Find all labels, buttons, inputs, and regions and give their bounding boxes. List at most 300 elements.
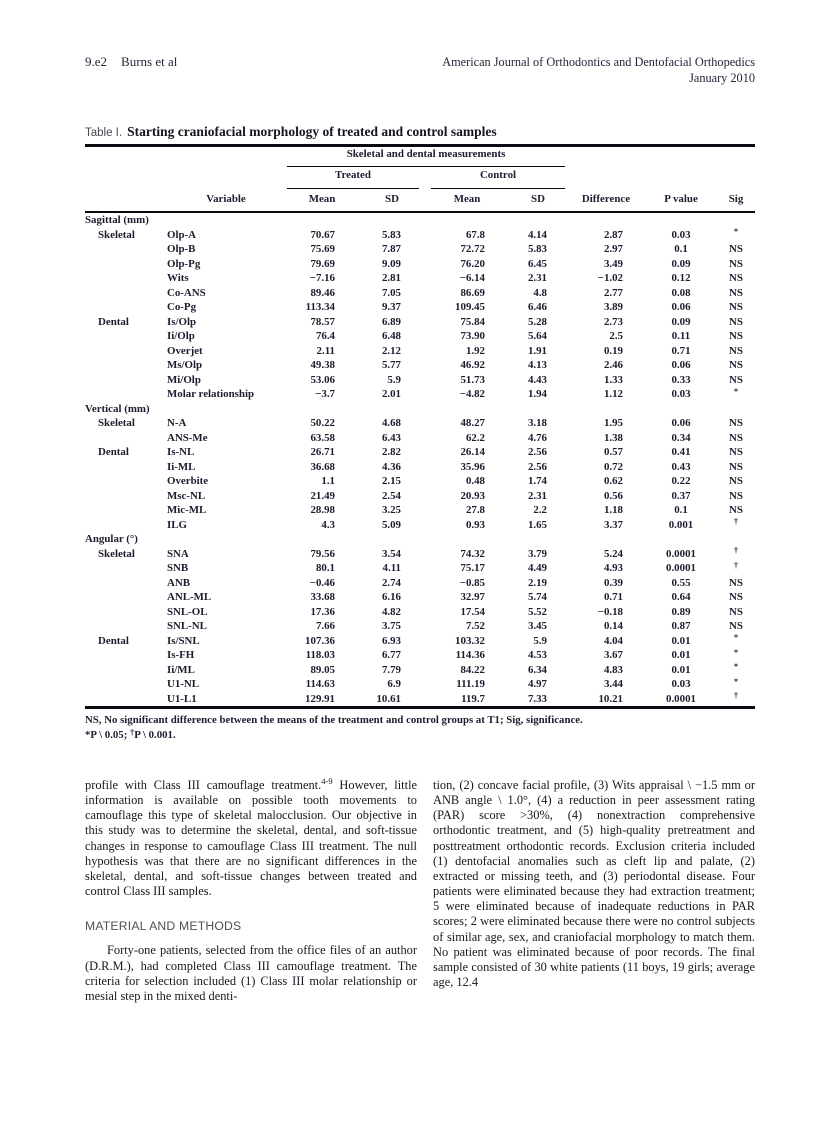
p-value-cell: 0.06 [671,417,691,429]
difference-cell: 4.83 [603,663,623,676]
treated-mean-cell: 79.69 [310,257,335,270]
section-label: Sagittal (mm) [85,214,149,226]
control-sd-cell: 2.31 [527,272,547,284]
control-mean-cell: 62.2 [465,431,485,444]
sig-text: NS [729,243,743,255]
table-row [85,576,755,591]
p-value-cell: 0.12 [671,272,691,284]
running-authors: Burns et al [121,54,178,69]
difference-cell [567,213,645,228]
treated-mean-cell: 50.22 [310,417,335,429]
control-sd-cell: 4.76 [527,431,547,444]
treated-sd-cell: 6.9 [387,678,401,690]
p-value-cell: 0.22 [671,475,691,487]
sig-text: NS [729,620,743,632]
p-value-cell: 0.1 [674,504,688,516]
control-sd-cell: 3.18 [527,417,547,429]
control-sd-cell: 4.8 [533,286,547,299]
group-cell [85,431,167,446]
group-cell [85,692,167,707]
sig-cell [717,242,755,257]
table-footnotes [85,713,755,743]
treated-sd-cell: 4.68 [381,417,401,429]
p-value-cell: 0.43 [671,460,691,473]
treated-sd-cell: 4.82 [381,605,401,618]
treated-group-header: Treated [287,167,419,189]
footnote-p2: P \ 0.001. [134,728,176,741]
control-mean-cell: 17.54 [460,605,485,618]
sig-cell [717,431,755,446]
treated-mean-cell: 118.03 [305,649,335,661]
control-mean-cell: 20.93 [460,489,485,502]
sig-symbol: * [733,661,739,671]
treated-sd-cell: 2.15 [381,475,401,487]
group-cell [85,300,167,315]
variable-cell: U1-L1 [167,692,197,705]
table-row [85,503,755,518]
sig-cell [717,228,755,243]
sig-text: NS [729,330,743,342]
sig-text: NS [729,344,743,357]
control-sd-cell: 7.33 [527,692,547,705]
p-value-cell: 0.11 [671,330,691,342]
control-mean-cell: 0.48 [465,475,485,487]
control-mean-cell: 1.92 [465,344,485,357]
p-value-cell: 0.55 [671,576,691,589]
variable-cell: Co-ANS [167,286,206,299]
table-1 [85,124,755,743]
variable-cell: Olp-B [167,243,196,255]
control-sd-cell: 4.49 [527,562,547,574]
treated-sd-cell: 2.01 [381,388,401,400]
treated-mean-cell: 80.1 [315,562,335,574]
table-row [85,590,755,605]
section-label: Angular (°) [85,533,138,545]
sig-cell [717,605,755,620]
control-mean-cell: 27.8 [465,504,485,516]
dagger-icon: † [130,726,135,737]
group-cell: Dental [98,634,129,647]
control-mean-cell: 109.45 [455,301,485,313]
variable-cell: SNL-NL [167,620,207,632]
p-value-cell: 0.33 [671,373,691,386]
difference-cell: 0.71 [603,591,623,603]
table-row [85,561,755,576]
sig-text: NS [729,301,743,313]
column-header-row [85,189,755,211]
treated-mean-cell: −3.7 [315,388,335,400]
treated-sd-cell: 4.11 [382,562,401,574]
sig-symbol: * [733,226,739,236]
difference-cell: −0.18 [597,605,623,618]
sig-text: NS [729,576,743,589]
variable-cell: Wits [167,272,189,284]
group-cell [85,329,167,344]
variable-cell: Co-Pg [167,301,197,313]
variable-cell: Is/SNL [167,634,200,647]
control-sd-cell: 5.74 [527,591,547,603]
control-sd-cell: 4.14 [527,228,547,241]
table-row [85,692,755,707]
treated-mean-cell: 89.46 [310,286,335,299]
variable-cell: Mi/Olp [167,373,201,386]
treated-sd-cell: 10.61 [376,692,401,705]
treated-mean-cell [285,532,359,547]
treated-sd-cell: 6.43 [381,431,401,444]
difference-cell: 0.57 [603,446,623,458]
sig-cell [717,286,755,301]
control-mean-cell: 75.17 [460,562,485,574]
treated-sd-cell: 6.89 [381,315,401,328]
treated-mean-cell: 53.06 [310,373,335,386]
table-row [85,619,755,634]
difference-cell: 0.56 [603,489,623,502]
variable-cell: N-A [167,417,187,429]
control-mean-cell: 75.84 [460,315,485,328]
difference-cell: 2.87 [603,228,623,241]
control-sd-cell: 1.91 [527,344,547,357]
treated-sd-cell: 5.09 [381,518,401,531]
group-cell [85,648,167,663]
sig-symbol: † [733,545,739,555]
variable-cell: ILG [167,518,187,531]
control-sd-cell: 1.65 [527,518,547,531]
control-mean-cell: 114.36 [455,649,485,661]
table-title-text: Starting craniofacial morphology of treated and control samples [127,124,497,139]
treated-sd-cell: 2.12 [381,344,401,357]
variable-cell: Ii/Olp [167,330,195,342]
page-number: 9.e2 [85,54,108,69]
treated-mean-cell: 76.4 [315,330,335,342]
treated-sd-cell [359,532,425,547]
difference-cell: 4.04 [603,634,623,647]
treated-sd-cell: 5.9 [387,373,401,386]
difference-cell: 3.49 [603,257,623,270]
group-cell [85,605,167,620]
control-mean-cell: 7.52 [465,620,485,632]
difference-cell: 0.19 [603,344,623,357]
control-mean-cell: 51.73 [460,373,485,386]
table-row [85,431,755,446]
treated-sd-cell: 2.81 [381,272,401,284]
variable-cell: Ii/ML [167,663,195,676]
sig-cell [717,387,755,402]
sig-cell [717,518,755,533]
sig-cell [717,489,755,504]
group-cell [85,619,167,634]
control-sd-cell: 5.28 [527,315,547,328]
sig-symbol: * [733,632,739,642]
sig-cell [717,460,755,475]
control-mean-cell [425,532,509,547]
variable-cell: Is-FH [167,649,195,661]
sig-text: NS [729,446,743,458]
treated-sd-cell: 7.05 [381,286,401,299]
control-mean-cell: 74.32 [460,547,485,560]
sig-symbol: † [733,559,739,570]
table-row [85,329,755,344]
table-row [85,445,755,460]
p-value-cell: 0.01 [671,663,691,676]
table-row [85,416,755,431]
sig-text: NS [729,257,743,270]
difference-cell: 2.5 [609,330,623,342]
table-row [85,242,755,257]
treated-mean-cell: 75.69 [310,243,335,255]
control-mean-cell: −0.85 [459,576,485,589]
control-sd-cell: 4.97 [527,678,547,690]
difference-cell: 2.73 [603,315,623,328]
sig-text: NS [729,417,743,429]
treated-mean-cell: −7.16 [309,272,335,284]
group-cell [85,358,167,373]
control-mean-cell: 76.20 [460,257,485,270]
sig-cell [717,576,755,591]
column-header-variable: Variable [206,193,246,205]
sig-cell [717,402,755,417]
treated-mean-cell: 107.36 [305,634,335,647]
treated-mean-cell: 113.34 [305,301,335,313]
difference-cell: 4.93 [603,562,623,574]
table-row [85,257,755,272]
variable-cell: Olp-Pg [167,257,201,270]
treated-mean-cell: 21.49 [310,489,335,502]
table-row [85,474,755,489]
group-cell [85,561,167,576]
variable-cell: SNL-OL [167,605,208,618]
sig-text: NS [729,475,743,487]
table-row [85,663,755,678]
difference-cell: 0.72 [603,460,623,473]
treated-mean-cell: 63.58 [310,431,335,444]
treated-sd-cell: 6.77 [381,649,401,661]
control-sd-cell: 6.34 [527,663,547,676]
group-cell [85,271,167,286]
treated-sd-cell: 9.09 [381,257,401,270]
footnote-ns: NS, No significant difference between the means of the treatment and control groups at T1; Sig, significance. [85,713,583,726]
p-value-cell: 0.0001 [666,547,696,560]
control-mean-cell: 26.14 [460,446,485,458]
group-cell: Skeletal [98,417,135,429]
sig-cell [717,663,755,678]
control-sd-cell: 6.45 [527,257,547,270]
control-mean-cell: 73.90 [460,330,485,342]
p-value-cell: 0.09 [671,257,691,270]
variable-cell: ANS-Me [167,431,208,444]
control-mean-cell: −4.82 [459,388,485,400]
sig-symbol: † [733,690,739,700]
p-value-cell [645,402,717,417]
p-value-cell: 0.06 [671,359,691,371]
group-cell: Skeletal [98,228,135,241]
group-cell: Dental [98,315,129,328]
treated-sd-cell: 3.25 [381,504,401,516]
control-mean-cell: 111.19 [456,678,485,690]
difference-cell: 1.38 [603,431,623,444]
treated-mean-cell: 4.3 [321,518,335,531]
column-header-control-sd: SD [531,193,545,205]
control-sd-cell: 2.56 [527,460,547,473]
p-value-cell [645,532,717,547]
difference-cell: 5.24 [603,547,623,560]
table-row [85,300,755,315]
treated-mean-cell: 129.91 [305,692,335,705]
control-mean-cell: 46.92 [460,359,485,371]
sig-cell [717,547,755,562]
p-value-cell: 0.03 [671,388,691,400]
control-mean-cell: 35.96 [460,460,485,473]
control-sd-cell [509,402,567,417]
variable-cell [167,213,285,228]
group-cell [85,518,167,533]
group-cell [85,677,167,692]
table-label: Table I. [85,127,123,139]
table-row [85,518,755,533]
control-sd-cell: 3.45 [527,620,547,632]
control-group-header: Control [431,167,565,189]
difference-cell: 1.18 [603,504,623,516]
sig-cell [717,561,755,576]
journal-name: American Journal of Orthodontics and Dentofacial Orthopedics [442,55,755,69]
p-value-cell [645,213,717,228]
treated-sd-cell: 5.83 [381,228,401,241]
variable-cell: U1-NL [167,678,200,690]
paragraph-intro [85,775,418,899]
p-value-cell: 0.87 [671,620,691,632]
sig-cell [717,300,755,315]
treated-sd-cell: 5.77 [381,359,401,371]
running-head [85,54,755,86]
difference-cell: 1.95 [603,417,623,429]
treated-mean-cell: 17.36 [310,605,335,618]
difference-cell: 3.37 [603,518,623,531]
sig-symbol: † [733,516,739,526]
p-value-cell: 0.03 [671,678,691,690]
treated-mean-cell: 89.05 [310,663,335,676]
p-value-cell: 0.01 [671,649,691,661]
paragraph-methods-continued: tion, (2) concave facial profile, (3) Wits appraisal \ −1.5 mm or ANB angle \ 1.0°, (4) a reduction in peer assessment rating (PAR) score >30%, (4) nonextraction comprehensive orthodontic treatment, and (5) high-quality pretreatment and posttreatment orthodontic records. Exclusion criteria included (1) dentofacial anomalies such as cleft lip and palate, (2) extracted or missing teeth, and (3) periodontal disease. Four patients were eliminated because they had extraction treatment; 5 were eliminated because of inadequate reductions in PAR scores; 2 were eliminated because there were no control subjects of similar age, sex, and craniofacial morphology to match them. No patient was eliminated because of poor records. The final sample consisted of 30 white patients (11 boys, 19 girls; average age, 12.4 [433,778,755,990]
table-row [85,213,755,228]
p-value-cell: 0.08 [671,286,691,299]
footnote-pvalues [85,728,755,743]
sig-cell [717,590,755,605]
control-sd-cell: 5.83 [527,243,547,255]
variable-cell: SNB [167,562,189,574]
group-cell [85,344,167,359]
column-header-treated-sd: SD [385,193,399,205]
section-heading-material-methods: MATERIAL AND METHODS [85,919,242,934]
table-row [85,315,755,330]
control-mean-cell: −6.14 [459,272,485,284]
table-title [85,124,755,140]
treated-mean-cell: 28.98 [310,504,335,516]
sig-cell [717,373,755,388]
sig-cell [717,329,755,344]
table-row [85,634,755,649]
difference-cell: 10.21 [598,692,623,705]
treated-mean-cell: 79.56 [310,547,335,560]
sig-text: NS [729,591,743,603]
issue-date: January 2010 [689,71,755,85]
p-value-cell: 0.37 [671,489,691,502]
treated-sd-cell: 2.54 [381,489,401,502]
control-mean-cell: 119.7 [461,692,485,705]
sig-symbol: * [733,675,739,686]
table-row [85,532,755,547]
variable-cell: Ii-ML [167,460,196,473]
group-cell [85,257,167,272]
table-row [85,228,755,243]
variable-cell: Overjet [167,344,203,357]
sig-symbol: * [733,385,739,396]
table-body [85,213,755,706]
control-mean-cell: 103.32 [455,634,485,647]
treated-mean-cell [285,213,359,228]
sig-cell [717,315,755,330]
sig-cell [717,634,755,649]
difference-cell: 2.97 [603,243,623,255]
sig-cell [717,257,755,272]
group-cell [85,286,167,301]
treated-mean-cell: −0.46 [309,576,335,589]
paragraph-methods: Forty-one patients, selected from the office files of an author (D.R.M.), had completed Class III camouflage treatment. The criteria for selection included (1) Class III molar relationship or mesial step in the mixed denti- [85,943,417,1003]
p-value-cell: 0.06 [671,301,691,313]
footnote-p1: *P \ 0.05; [85,728,130,741]
treated-mean-cell [285,402,359,417]
table-row [85,677,755,692]
group-header-row [85,167,755,189]
sig-text: NS [729,373,743,386]
control-mean-cell: 67.8 [465,228,485,241]
control-sd-cell: 5.52 [527,605,547,618]
control-mean-cell [425,213,509,228]
variable-cell: Is/Olp [167,315,197,328]
difference-cell: 0.62 [603,475,623,487]
table-row [85,387,755,402]
p-value-cell: 0.64 [671,591,691,603]
spanner-row [85,147,755,167]
treated-sd-cell: 6.93 [381,634,401,647]
column-header-control-mean: Mean [453,193,481,205]
column-header-difference: Difference [581,193,631,205]
group-cell: Dental [98,446,129,458]
control-sd-cell: 3.79 [527,547,547,560]
group-cell [85,387,167,402]
variable-cell: SNA [167,547,189,560]
left-column [85,775,418,1004]
treated-mean-cell: 1.1 [321,475,335,487]
treated-sd-cell: 7.79 [381,663,401,676]
variable-cell: ANL-ML [167,591,212,603]
p-value-cell: 0.09 [671,315,691,328]
treated-sd-cell: 2.82 [381,446,401,458]
sig-text: NS [729,605,743,618]
variable-cell [167,402,285,417]
column-header-empty [85,189,167,211]
control-sd-cell: 2.56 [527,446,547,458]
control-sd-cell: 2.31 [527,489,547,502]
sig-cell [717,445,755,460]
control-sd-cell: 6.46 [527,301,547,313]
spanner-label: Skeletal and dental measurements [287,147,565,167]
p-value-cell: 0.01 [671,634,691,647]
treated-mean-cell: 33.68 [310,591,335,603]
difference-cell: 0.39 [603,576,623,589]
control-mean-cell: 72.72 [460,243,485,255]
running-head-right [442,54,755,86]
group-cell [85,576,167,591]
citation-superscript: 4-9 [321,775,333,786]
